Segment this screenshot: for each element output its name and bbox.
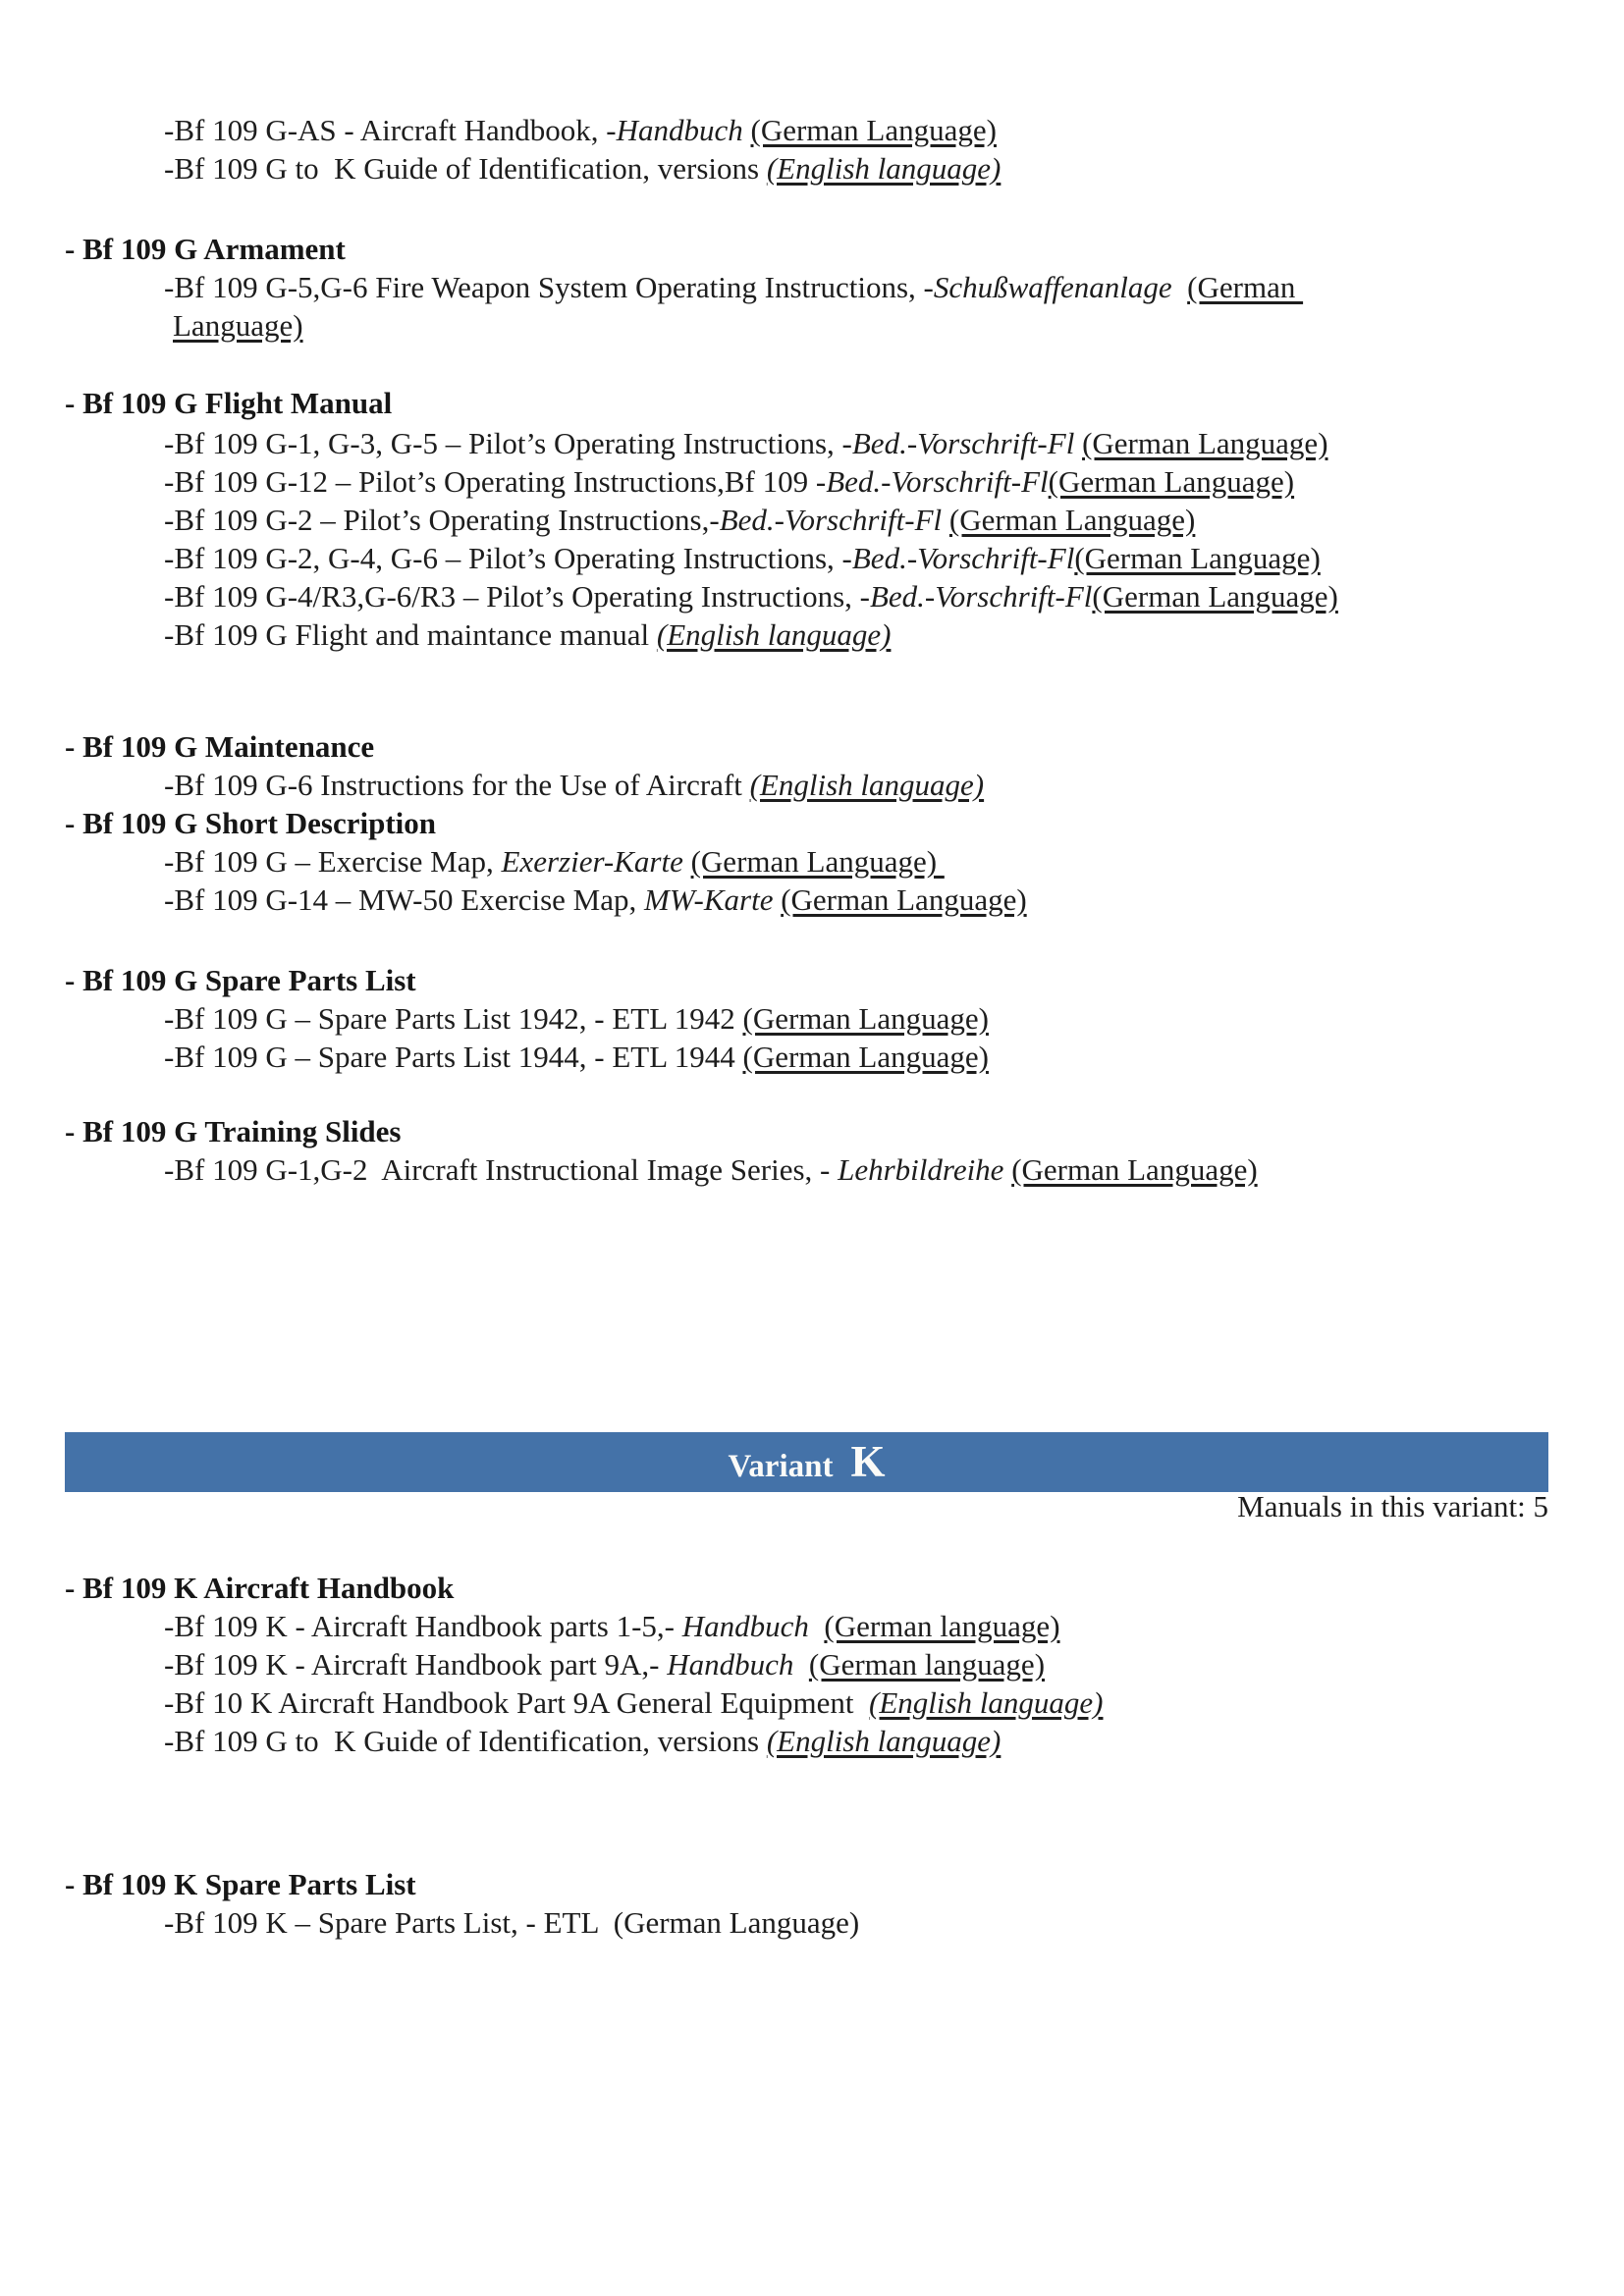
variant-g-manual-entry [164,578,1338,614]
entry-text-segment: -Bf 109 K - Aircraft Handbook part 9A,- [164,1647,668,1682]
entry-text-segment [1074,426,1082,460]
entry-text-segment: (German Language) [1074,541,1321,575]
entry-text-segment: Language) [173,308,303,343]
variant-g-manual-entry [164,269,1303,305]
entry-text-segment: (German Language) [690,844,945,879]
entry-text-segment: (German language) [808,1647,1046,1682]
entry-text-segment: -Bf 109 G-2, G-4, G-6 – Pilot’s Operating Instructions, [164,541,842,575]
entry-text-segment: -Bf 109 G Flight and maintance manual [164,617,657,652]
variant-g-manual-entry [164,425,1328,461]
manuals-count-text: Manuals in this variant: 5 [1237,1489,1548,1523]
entry-text-segment: (English language) [749,768,985,802]
variant-k-section-heading: - Bf 109 K Spare Parts List [65,1867,416,1901]
variant-g-manual-entry [164,616,891,653]
entry-text-segment: (German Language) [742,1001,989,1036]
variant-k-section-heading: - Bf 109 K Aircraft Handbook [65,1571,455,1605]
variant-k-manual-entry [164,1684,1104,1721]
entry-text-segment: (German Language) [948,503,1196,537]
variant-g-manual-entry [164,767,984,803]
entry-text-segment: -Bf 109 G-12 – Pilot’s Operating Instructions,Bf 109 [164,464,816,499]
entry-text-segment: (German Language) [742,1040,989,1074]
variant-g-manual-entry [164,540,1321,576]
entry-text-segment: (English language) [766,1724,1001,1758]
banner-variant-label: Variant [728,1449,834,1484]
entry-text-segment: -Bf 109 G – Spare Parts List 1942, - ETL 1942 [164,1001,743,1036]
variant-k-manual-entry [164,1646,1045,1682]
variant-g-manual-entry [164,150,1001,187]
entry-text-segment: (German Language) [1082,426,1328,460]
entry-text-segment: -Bf 109 K - Aircraft Handbook parts 1-5,- [164,1609,682,1643]
entry-text-segment: -Bf 10 K Aircraft Handbook Part 9A General Equipment [164,1685,869,1720]
entry-text-segment: Lehrbildreihe [838,1152,1004,1187]
variant-g-section-heading: - Bf 109 G Maintenance [65,729,375,764]
entry-text-segment: -Bed.-Vorschrift-Fl [841,426,1075,460]
entry-text-segment: -Bf 109 G-5,G-6 Fire Weapon System Operating Instructions, [164,270,924,304]
variant-k-banner [65,1432,1548,1492]
variant-g-section-heading: - Bf 109 G Short Description [65,806,437,840]
entry-text-segment: Handbuch [667,1647,794,1682]
variant-g-manual-entry [164,463,1294,500]
variant-g-section-heading: - Bf 109 G Training Slides [65,1114,402,1148]
entry-text-segment: -Bf 109 G-2 – Pilot’s Operating Instructions, [164,503,710,537]
entry-text-segment: MW-Karte [644,882,774,917]
entry-text-segment: Exerzier-Karte [501,844,683,879]
variant-k-manual-entry [164,1723,1001,1759]
variant-g-manual-entry [173,307,303,344]
variant-g-manual-entry [164,112,997,148]
entry-text-segment: -Bf 109 G-6 Instructions for the Use of Aircraft [164,768,750,802]
entry-text-segment: -Bed.-Vorschrift-Fl [709,503,943,537]
variant-k-manual-entry [164,1608,1060,1644]
entry-text-segment: Handbuch [681,1609,809,1643]
entry-text-segment: (German [1187,270,1304,304]
entry-text-segment: (German Language) [1011,1152,1258,1187]
entry-text-segment: (English language) [656,617,892,652]
entry-text-segment: -Bed.-Vorschrift-Fl [859,579,1093,614]
variant-g-manual-entry [164,1000,989,1037]
entry-text-segment: (English language) [766,151,1001,186]
entry-text-segment: -Bf 109 G-14 – MW-50 Exercise Map, [164,882,645,917]
entry-text-segment: -Bf 109 G – Spare Parts List 1944, - ETL 1944 [164,1040,743,1074]
entry-text-segment: (German Language) [1092,579,1338,614]
entry-text-segment [942,503,949,537]
banner-variant-letter: K [850,1437,886,1486]
variant-g-manual-entry [164,843,945,880]
entry-text-segment: -Bf 109 G to K Guide of Identification, versions [164,1724,767,1758]
entry-text-segment: (German Language) [781,882,1027,917]
variant-g-manual-entry [164,1039,989,1075]
entry-text-segment: (German Language) [1048,464,1295,499]
entry-text-segment [1172,270,1188,304]
entry-text-segment: (English language) [869,1685,1104,1720]
entry-text-segment: (German Language) [750,113,997,147]
entry-text-segment: -Bf 109 G to K Guide of Identification, versions [164,151,767,186]
entry-text-segment: (German language) [824,1609,1060,1643]
variant-k-manual-entry [164,1904,859,1941]
entry-text-segment: -Bf 109 G – Exercise Map, [164,844,502,879]
variant-g-manual-entry [164,502,1195,538]
entry-text-segment: -Bf 109 G-AS - Aircraft Handbook, [164,113,607,147]
variant-g-section-heading: - Bf 109 G Armament [65,232,346,266]
entry-text-segment: -Schußwaffenanlage [923,270,1172,304]
entry-text-segment [793,1647,809,1682]
entry-text-segment [743,113,751,147]
variant-g-section-heading: - Bf 109 G Spare Parts List [65,963,416,997]
variant-g-manual-entry [164,1151,1258,1188]
entry-text-segment: -Handbuch [606,113,743,147]
entry-text-segment: -Bf 109 G-1,G-2 Aircraft Instructional Image Series, - [164,1152,839,1187]
variant-g-section-heading: - Bf 109 G Flight Manual [65,386,393,420]
entry-text-segment: -Bf 109 G-1, G-3, G-5 – Pilot’s Operating Instructions, [164,426,842,460]
entry-text-segment: -Bed.-Vorschrift-Fl [841,541,1075,575]
entry-text-segment: -Bed.-Vorschrift-Fl [815,464,1049,499]
variant-g-manual-entry [164,881,1027,918]
entry-text-segment: -Bf 109 G-4/R3,G-6/R3 – Pilot’s Operating Instructions, [164,579,860,614]
entry-text-segment [683,844,691,879]
entry-text-segment: -Bf 109 K – Spare Parts List, - ETL (German Language) [164,1905,860,1940]
entry-text-segment [809,1609,825,1643]
